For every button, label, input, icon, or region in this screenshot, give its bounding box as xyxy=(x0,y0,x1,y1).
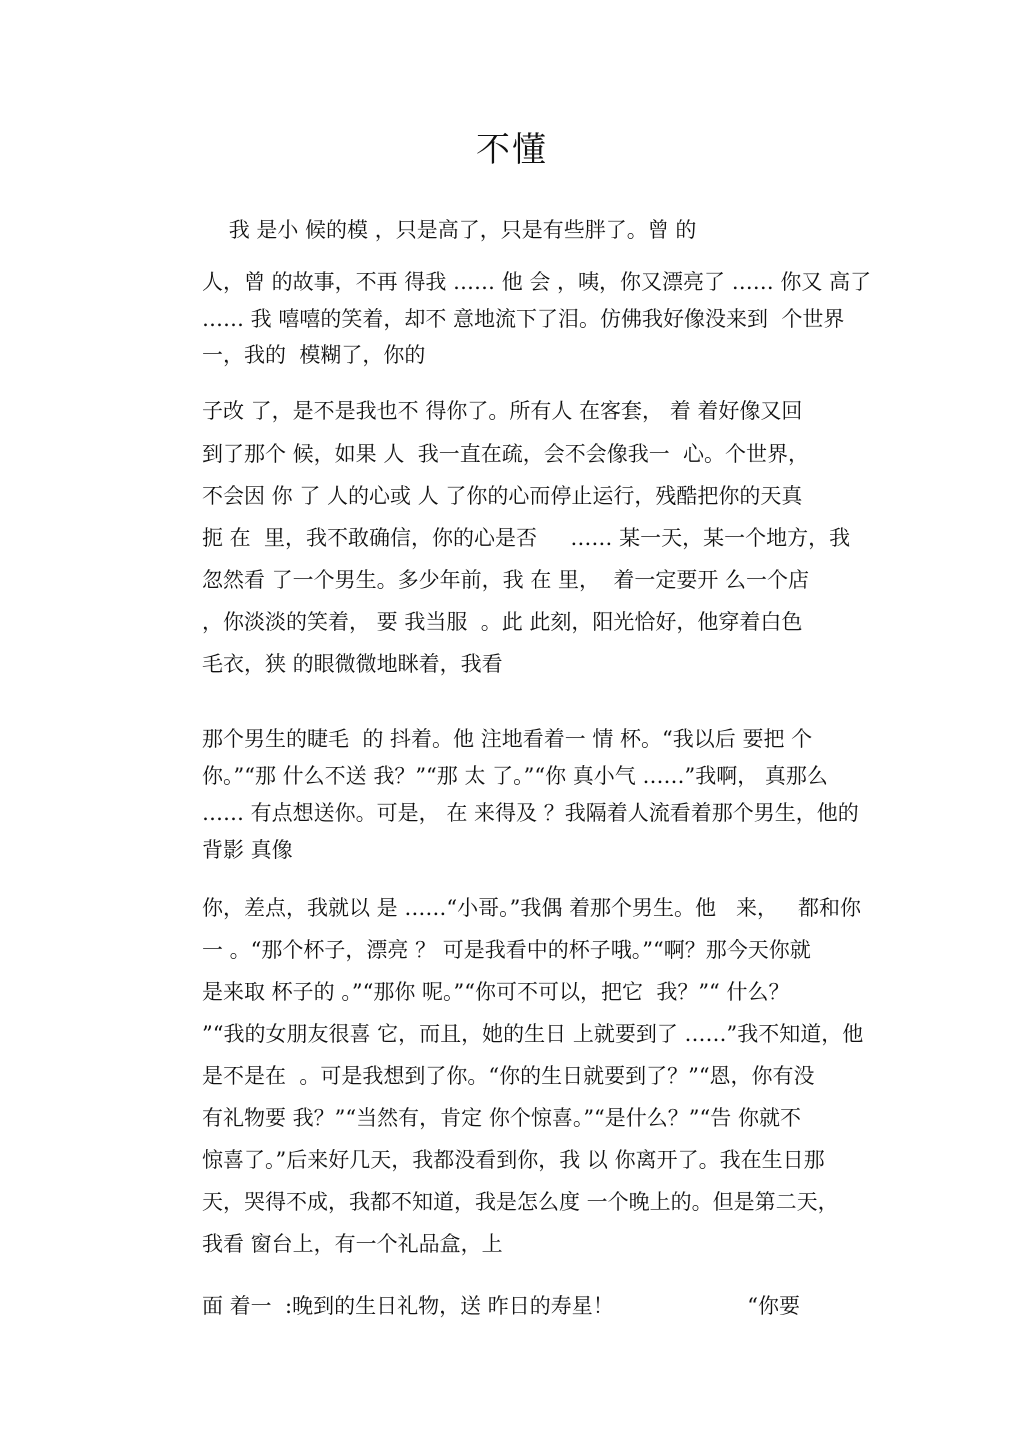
body-line: 忽然看 了一个男生。多少年前，我 在 里， 着一定要开 么一个店 xyxy=(202,568,810,592)
body-line: 一，我的 模糊了，你的 xyxy=(202,343,426,367)
body-line: 到了那个 候，如果 人 我一直在疏，会不会像我一 心。个世界， xyxy=(202,442,810,466)
body-line: 有礼物要 我？”“当然有，肯定 你个惊喜。”“是什么？”“告 你就不 xyxy=(202,1106,801,1130)
body-line: 不会因 你 了 人的心或 人 了你的心而停止运行，残酷把你的天真 xyxy=(202,484,803,508)
body-line: ，你淡淡的笑着， 要 我当服 。此 此刻，阳光恰好，他穿着白色 xyxy=(202,610,803,634)
body-line: 背影 真像 xyxy=(202,838,293,862)
body-line: 是不是在 。可是我想到了你。“你的生日就要到了？”“恩，你有没 xyxy=(202,1064,815,1088)
body-line: 毛衣，狭 的眼微微地眯着，我看 xyxy=(202,652,503,676)
body-line: 天，哭得不成，我都不知道，我是怎么度 一个晚上的。但是第二天， xyxy=(202,1190,839,1214)
body-line: 我 是小 候的模 ，只是高了，只是有些胖了。曾 的 xyxy=(202,218,697,242)
body-line: 是来取 杯子的 。”“那你 呢。”“你可不可以，把它 我？”“ 什么？ xyxy=(202,980,790,1004)
body-line: 惊喜了。”后来好几天，我都没看到你，我 以 你离开了。我在生日那 xyxy=(202,1148,825,1172)
body-line: 子改 了，是不是我也不 得你了。所有人 在客套， 着 着好像又回 xyxy=(202,399,803,423)
body-line: 我看 窗台上，有一个礼品盒，上 xyxy=(202,1232,503,1256)
body-line: 人，曾 的故事，不再 得我 …… 他 会 ，咦，你又漂亮了 …… 你又 高了 xyxy=(202,270,872,294)
body-line: 扼 在 里，我不敢确信，你的心是否 …… 某一天，某一个地方，我 xyxy=(202,526,851,550)
body-line: …… 有点想送你。可是， 在 来得及 ？我隔着人流看着那个男生，他的 xyxy=(202,801,859,825)
body-line: …… 我 嘻嘻的笑着，却不 意地流下了泪。仿佛我好像没来到 个世界 xyxy=(202,307,845,331)
body-line: 一 。“那个杯子，漂亮 ？ 可是我看中的杯子哦。”“啊？那今天你就 xyxy=(202,938,811,962)
body-line: 面 着一 :晚到的生日礼物，送 昨日的寿星！ “你要 xyxy=(202,1294,801,1318)
body-line: 那个男生的睫毛 的 抖着。他 注地看着一 情 杯。“我以后 要把 个 xyxy=(202,727,813,751)
body-line: 你。”“那 什么不送 我？”“那 太 了。”“你 真小气 ……”我啊， 真那么 xyxy=(202,764,828,788)
body-line: 你，差点，我就以 是 ……“小哥。”我偶 着那个男生。他 来， 都和你 xyxy=(202,896,862,920)
body-line: ”“我的女朋友很喜 它，而且，她的生日 上就要到了 ……”我不知道，他 xyxy=(202,1022,864,1046)
page-title: 不懂 xyxy=(476,130,548,170)
